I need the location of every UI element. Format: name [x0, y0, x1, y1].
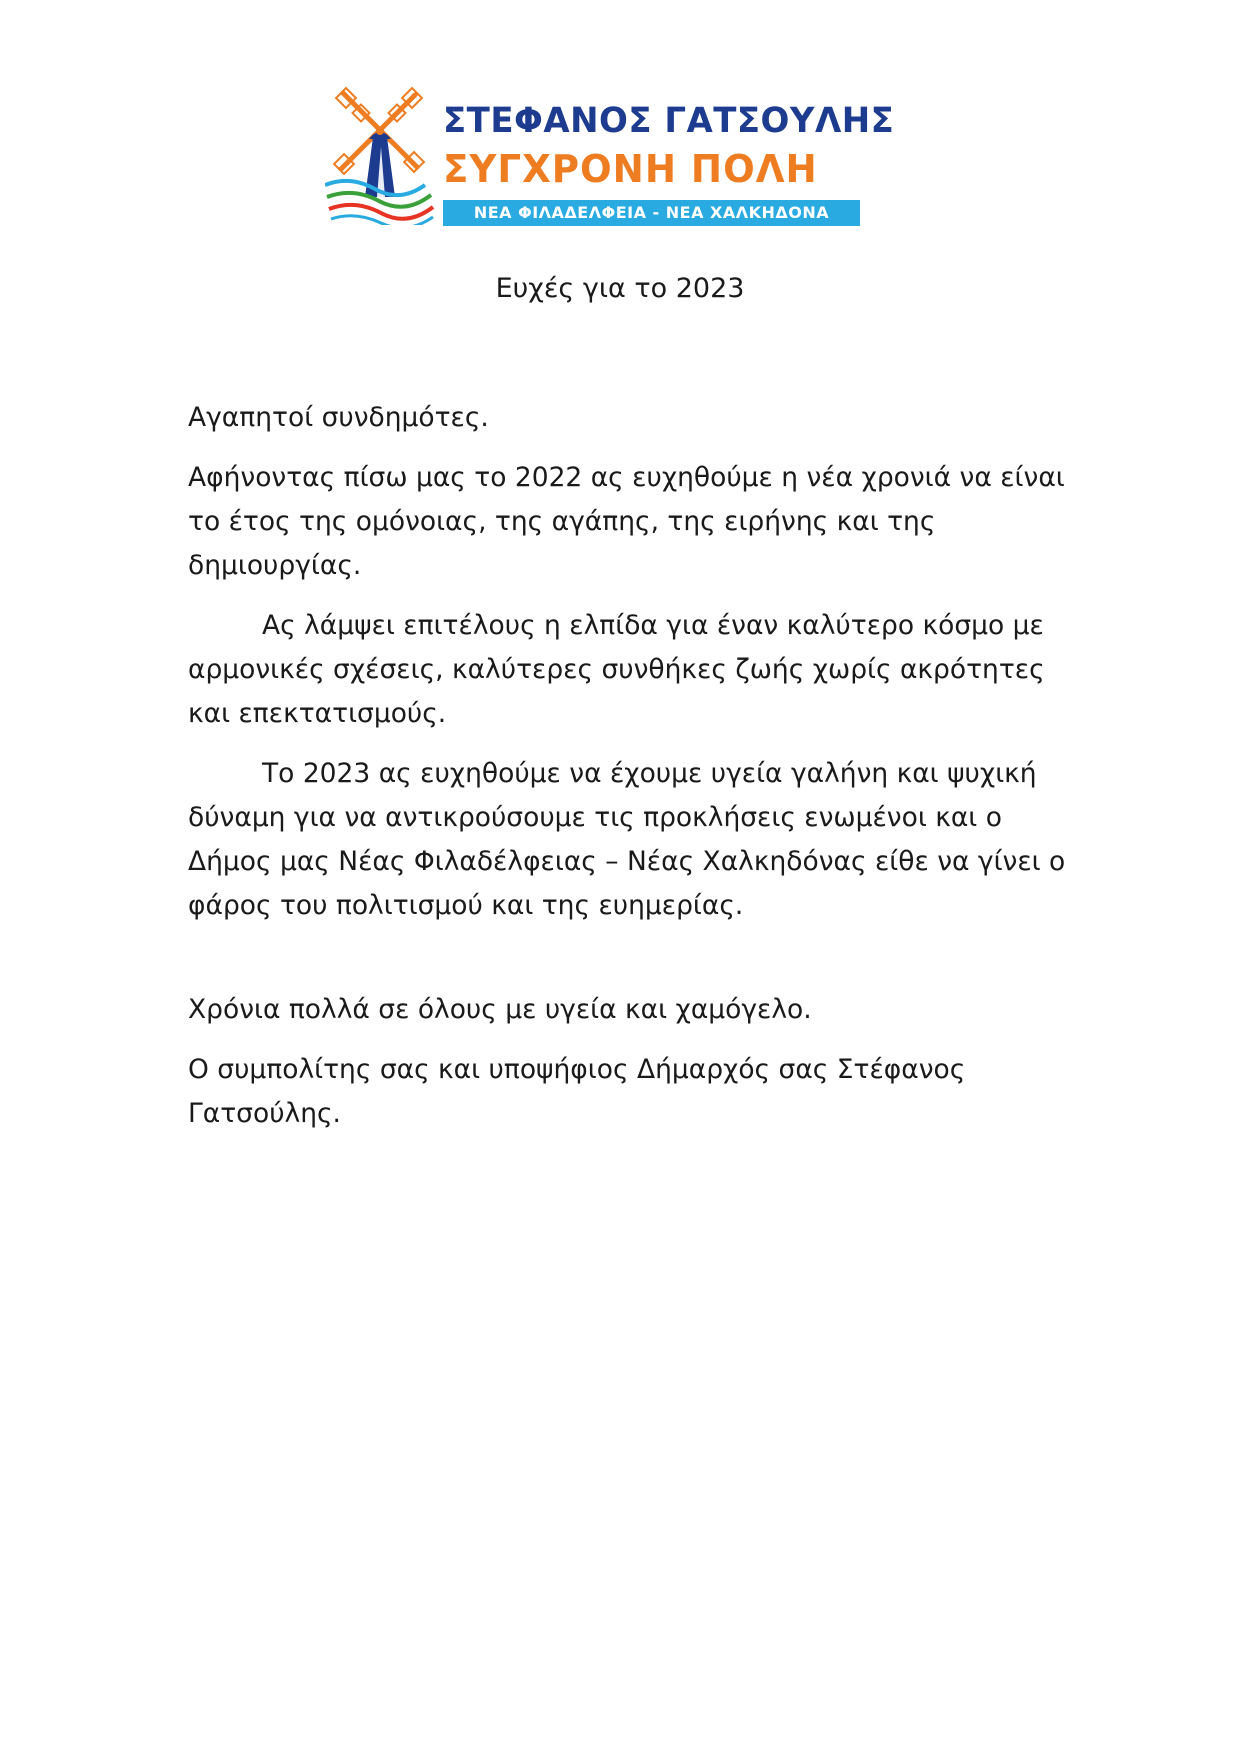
campaign-logo: [325, 85, 895, 230]
document-title: Ευχές για το 2023: [495, 273, 745, 304]
wishes-paragraph: Χρόνια πολλά σε όλους με υγεία και χαμόγελο.: [188, 994, 812, 1025]
logo-slogan: ΣΥΓΧΡΟΝΗ ΠΟΛΗ: [443, 147, 818, 191]
body-paragraph-2: Ας λάμψει επιτέλους η ελπίδα για έναν καλύτερο κόσμο με αρμονικές σχέσεις, καλύτερες συνθήκες ζωής χωρίς ακρότητες και επεκτατισμούς.: [188, 610, 1045, 729]
body-paragraph-3: Το 2023 ας ευχηθούμε να έχουμε υγεία γαλήνη και ψυχική δύναμη για να αντικρούσουμε τις προκλήσεις ενωμένοι και ο Δήμος μας Νέας Φιλαδέλφειας – Νέας Χαλκηδόνας είθε να γίνει ο φάρος του πολιτισμού και της ευημερίας.: [188, 758, 1066, 921]
logo-municipality-band: ΝΕΑ ΦΙΛΑΔΕΛΦΕΙΑ - ΝΕΑ ΧΑΛΚΗΔΟΝΑ: [443, 200, 860, 226]
windmill-logo-icon: [325, 85, 435, 225]
logo-candidate-name: ΣΤΕΦΑΝΟΣ ΓΑΤΣΟΥΛΗΣ: [443, 101, 895, 141]
document-body: [188, 396, 1068, 1152]
greeting-paragraph: Αγαπητοί συνδημότες.: [188, 402, 489, 433]
signature-paragraph: Ο συμπολίτης σας και υποψήφιος Δήμαρχός σας Στέφανος Γατσούλης.: [188, 1054, 966, 1129]
body-paragraph-1: Αφήνοντας πίσω μας το 2022 ας ευχηθούμε η νέα χρονιά να είναι το έτος της ομόνοιας, της αγάπης, της ειρήνης και της δημιουργίας.: [188, 462, 1065, 581]
